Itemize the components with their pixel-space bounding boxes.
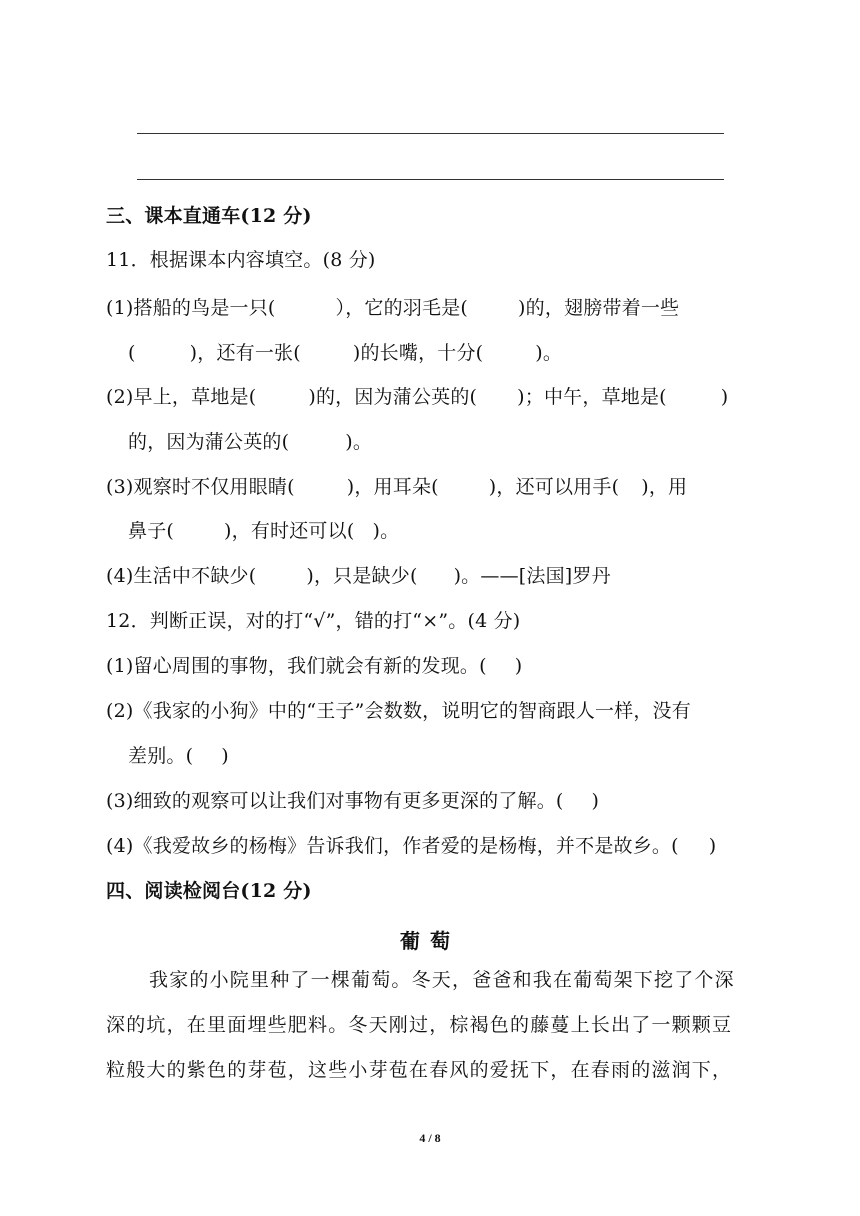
question-line: (3)观察时不仅用眼睛( )，用耳朵( )，还可以用手( )，用 [106, 476, 688, 498]
passage-line: 粒般大的紫色的芽苞，这些小芽苞在春风的爱抚下，在春雨的滋润下， [106, 1059, 733, 1081]
question-line: 鼻子( )，有时还可以( )。 [128, 520, 400, 542]
question-line: (4)《我爱故乡的杨梅》告诉我们，作者爱的是杨梅，并不是故乡。( ) [106, 835, 717, 857]
question-line: (2)早上，草地是( )的，因为蒲公英的( )；中午，草地是( ) [106, 386, 729, 408]
page-number: 4 / 8 [419, 1131, 441, 1145]
question-line: (3)细致的观察可以让我们对事物有更多更深的了解。( ) [106, 790, 600, 812]
question-line: 差别。( ) [128, 745, 229, 767]
passage-line: 深的坑，在里面埋些肥料。冬天刚过，棕褐色的藤蔓上长出了一颗颗豆 [106, 1014, 733, 1036]
question-prompt: 12．判断正误，对的打“√”，错的打“×”。(4 分) [106, 610, 521, 632]
question-line: ( )，还有一张( )的长嘴，十分( )。 [128, 342, 563, 364]
section-heading: 四、阅读检阅台(12 分) [106, 880, 312, 902]
question-line: (2)《我家的小狗》中的“王子”会数数，说明它的智商跟人一样，没有 [106, 700, 691, 722]
question-line: (1)留心周围的事物，我们就会有新的发现。( ) [106, 655, 523, 677]
question-line: (1)搭船的鸟是一只( ），它的羽毛是( )的，翅膀带着一些 [106, 297, 680, 319]
answer-line [137, 179, 724, 180]
passage-title: 葡萄 [400, 929, 460, 953]
passage-line: 我家的小院里种了一棵葡萄。冬天，爸爸和我在葡萄架下挖了个深 [149, 969, 735, 991]
section-heading: 三、课本直通车(12 分) [106, 205, 312, 227]
question-line: 的，因为蒲公英的( )。 [128, 431, 373, 453]
question-prompt: 11．根据课本内容填空。(8 分) [106, 249, 376, 271]
question-line: (4)生活中不缺少( )，只是缺少( )。——[法国]罗丹 [106, 565, 611, 587]
answer-line [137, 133, 724, 134]
